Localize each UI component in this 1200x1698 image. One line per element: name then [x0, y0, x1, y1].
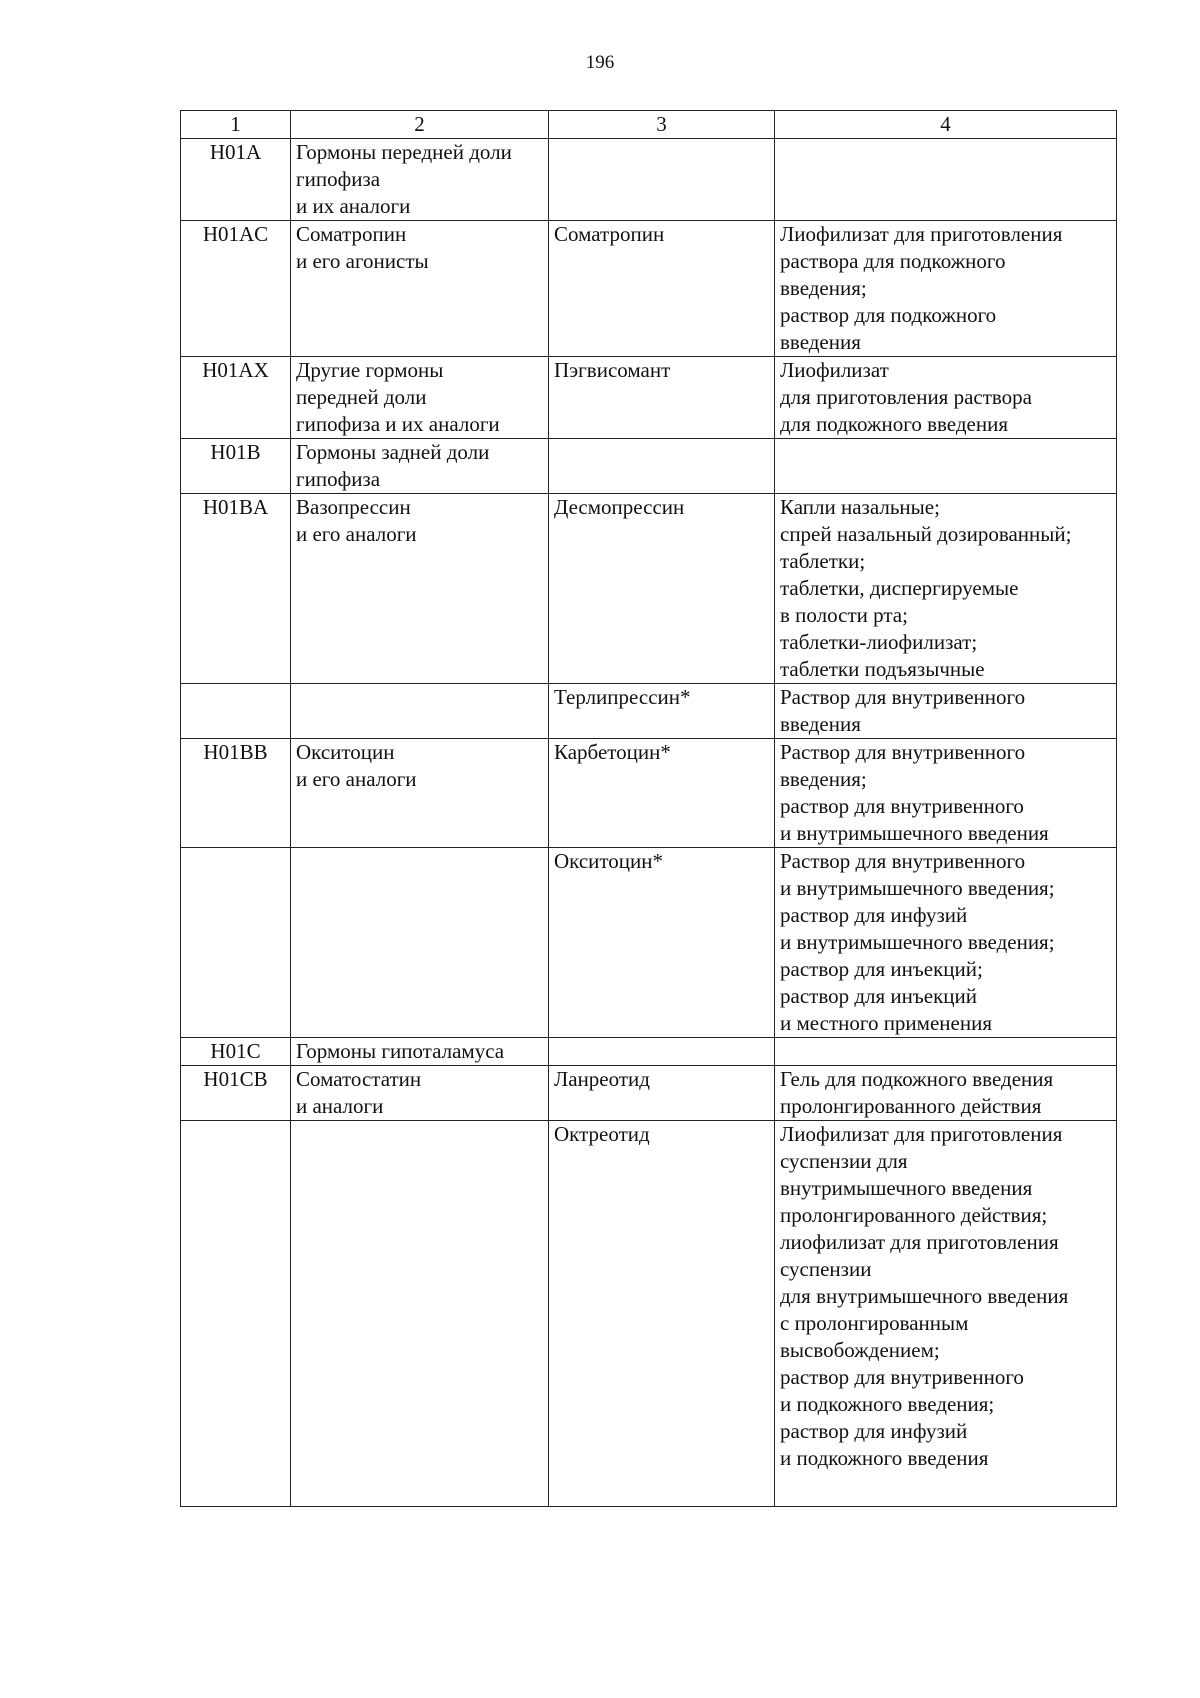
table-row: [181, 1038, 1117, 1066]
table-row: [181, 139, 1117, 221]
substance-cell: Терлипрессин*: [549, 684, 775, 739]
table-row: [181, 848, 1117, 1038]
table-row: [181, 221, 1117, 357]
dosage-form-cell: Капли назальные; спрей назальный дозированный; таблетки; таблетки, диспергируемые в полости рта; таблетки-лиофилизат; таблетки подъязычные: [775, 494, 1117, 684]
table-row: [181, 739, 1117, 848]
group-name-cell: Вазопрессин и его аналоги: [291, 494, 549, 684]
substance-cell: [549, 139, 775, 221]
dosage-form-cell: Лиофилизат для приготовления раствора для подкожного введения; раствор для подкожного введения: [775, 221, 1117, 357]
atc-code-cell: [181, 1121, 291, 1507]
table-row: [181, 357, 1117, 439]
table-header: [181, 111, 1117, 139]
table-row: [181, 1066, 1117, 1121]
atc-code-cell: H01BA: [181, 494, 291, 684]
group-name-cell: [291, 684, 549, 739]
table-row: [181, 684, 1117, 739]
atc-code-cell: H01A: [181, 139, 291, 221]
dosage-form-cell: Раствор для внутривенного введения: [775, 684, 1117, 739]
dosage-form-cell: Лиофилизат для приготовления раствора для подкожного введения: [775, 357, 1117, 439]
table-row: [181, 1121, 1117, 1507]
group-name-cell: Другие гормоны передней доли гипофиза и их аналоги: [291, 357, 549, 439]
header-col-2: 2: [291, 111, 549, 139]
atc-code-cell: H01CB: [181, 1066, 291, 1121]
dosage-form-cell: [775, 139, 1117, 221]
table-body: [181, 139, 1117, 1507]
atc-code-cell: H01AC: [181, 221, 291, 357]
substance-cell: Пэгвисомант: [549, 357, 775, 439]
drug-classification-table: [180, 110, 1117, 1507]
substance-cell: Октреотид: [549, 1121, 775, 1507]
group-name-cell: Соматостатин и аналоги: [291, 1066, 549, 1121]
substance-cell: Соматропин: [549, 221, 775, 357]
atc-code-cell: H01C: [181, 1038, 291, 1066]
group-name-cell: Окситоцин и его аналоги: [291, 739, 549, 848]
header-col-3: 3: [549, 111, 775, 139]
substance-cell: [549, 1038, 775, 1066]
group-name-cell: [291, 848, 549, 1038]
substance-cell: Ланреотид: [549, 1066, 775, 1121]
dosage-form-cell: Лиофилизат для приготовления суспензии для внутримышечного введения пролонгированного действия; лиофилизат для приготовления суспензии для внутримышечного введения с пролонгированным высвобождением; раствор для внутривенного и подкожного введения; раствор для инфузий и подкожного введения: [775, 1121, 1117, 1507]
atc-code-cell: H01B: [181, 439, 291, 494]
atc-code-cell: H01AX: [181, 357, 291, 439]
page-number: 196: [585, 52, 615, 73]
group-name-cell: [291, 1121, 549, 1507]
table-row: [181, 494, 1117, 684]
header-col-1: 1: [181, 111, 291, 139]
header-col-4: 4: [775, 111, 1117, 139]
dosage-form-cell: [775, 1038, 1117, 1066]
dosage-form-cell: [775, 439, 1117, 494]
table-row: [181, 439, 1117, 494]
atc-code-cell: [181, 848, 291, 1038]
dosage-form-cell: Раствор для внутривенного введения; раствор для внутривенного и внутримышечного введения: [775, 739, 1117, 848]
atc-code-cell: [181, 684, 291, 739]
substance-cell: Карбетоцин*: [549, 739, 775, 848]
group-name-cell: Гормоны задней доли гипофиза: [291, 439, 549, 494]
substance-cell: Окситоцин*: [549, 848, 775, 1038]
group-name-cell: Гормоны передней доли гипофиза и их аналоги: [291, 139, 549, 221]
dosage-form-cell: Гель для подкожного введения пролонгированного действия: [775, 1066, 1117, 1121]
substance-cell: Десмопрессин: [549, 494, 775, 684]
atc-code-cell: H01BB: [181, 739, 291, 848]
group-name-cell: Гормоны гипоталамуса: [291, 1038, 549, 1066]
header-row: [181, 111, 1117, 139]
group-name-cell: Соматропин и его агонисты: [291, 221, 549, 357]
dosage-form-cell: Раствор для внутривенного и внутримышечного введения; раствор для инфузий и внутримышечного введения; раствор для инъекций; раствор для инъекций и местного применения: [775, 848, 1117, 1038]
substance-cell: [549, 439, 775, 494]
